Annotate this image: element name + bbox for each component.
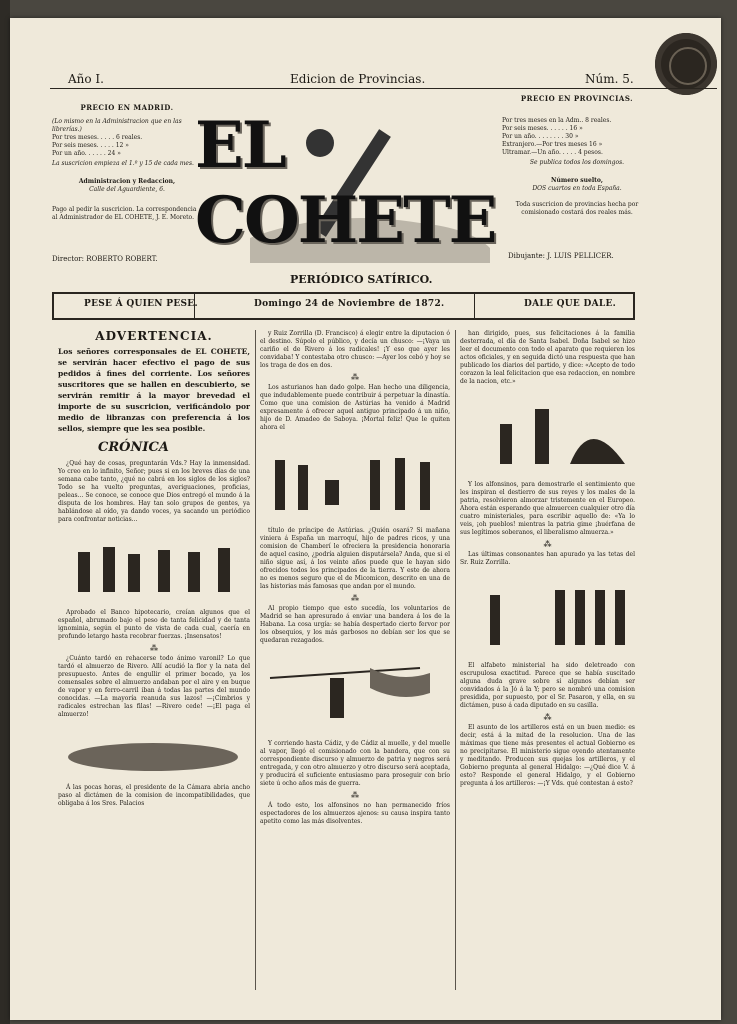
col2-paragraph-4: Al propio tiempo que esto sucedía, los voluntarios de Madrid se han apresurado á enviar una bandera á los de la Habana. La cosa urgía: se había despertado cierto fervor por los obsequios, y los más garbosos no debían ser los que se quedaran rezagados. bbox=[260, 605, 450, 644]
edition-label: Edicion de Provincias. bbox=[290, 72, 426, 86]
banner-divider-2 bbox=[474, 294, 475, 318]
col2-paragraph-2: Los asturianos han dado golpe. Han hecho una diligencia, que indudablemente puede contribuir á perpetuar la dinastía. Como que una comision de Astúrias ha venido á Madrid expresamente á ofrecer aquel antiguo principado á un niño, hijo de D. Amadeo de Saboya. ¡Mortal feliz! Que le quiten ahora el bbox=[260, 384, 450, 431]
col2-paragraph-5: Y corriendo hasta Cádiz, y de Cádiz al muelle, y del muelle al vapor, llegó el comisionado con la bandera, que con su correspondiente discurso y almuerzo de patria y negros será entregada, y con otro almuerzo y otro discurso será aceptada, y producirá el suficiente entusiasmo para proseguir con brío siete ú ocho años más de guerra. bbox=[260, 740, 450, 787]
separator-stars: ⁂ bbox=[150, 644, 158, 653]
prov-subscription: Toda suscricion de provincias hecha por comisionado costará dos reales más. bbox=[515, 201, 639, 216]
number-sold-value: DOS cuartos en toda España. bbox=[532, 185, 622, 192]
price-madrid-box bbox=[52, 92, 202, 222]
price-prov-title: PRECIO EN PROVINCIAS. bbox=[520, 94, 634, 103]
masthead-area bbox=[190, 88, 500, 263]
separator-stars: ⁂ bbox=[543, 540, 552, 549]
subscription-note: La suscricion empieza el 1.º y 15 de cada mes. bbox=[52, 160, 194, 167]
column-3 bbox=[460, 330, 635, 792]
col2-paragraph-6: Á todo esto, los alfonsinos no han permanecido fríos espectadores de los almuerzos ajenos: su causa inspira tanto apetito como las más disolventes. bbox=[260, 802, 450, 825]
price-madrid-row: Por seis meses. . . . . 12 » bbox=[52, 142, 129, 149]
payment-note: Pago al pedir la suscricion. La correspondencia al Administrador de EL COHETE, J. E. Moreto. bbox=[52, 206, 197, 221]
banner-left: PESE Á QUIEN PESE. bbox=[84, 299, 198, 309]
col3-paragraph-1: han dirigido, pues, sus felicitaciones á la familia desterrada, el día de Santa Isabel. Doña Isabel se hizo leer el documento con todo el aparato que requieren los actos oficiales, y en seguida dictó una respuesta que han publicado los diarios del partido, y dice: «Acepto de todo corazon la leal felicitacion que esa redaccion, en nombre de la nacion, etc.» bbox=[460, 330, 635, 385]
illustration-asturianos bbox=[260, 440, 450, 520]
col3-paragraph-5: El asunto de los artilleros está en un buen medio: es decir, está á la mitad de la resolucion. Una de las máximas que tiene más presentes el actual Gobierno es no precipitarse. El ministerio sigue oyendo atentamente y meditando. Producen sus quejas los artilleros, y el Gobierno pregunta al general Hidalgo: —¿Qué dice V. á esto? Responde el general Hidalgo, y el Gobierno pregunta á los artilleros: —¡Y Vds. qué contestan á esto? bbox=[460, 724, 635, 787]
director-line: Director: ROBERTO ROBERT. bbox=[52, 255, 158, 263]
book-spine bbox=[0, 0, 10, 1024]
price-provinces-box bbox=[502, 95, 652, 217]
price-madrid-rows bbox=[52, 134, 202, 158]
illustration-banquet bbox=[58, 727, 248, 777]
number-label: Núm. 5. bbox=[585, 72, 634, 86]
library-stamp-icon bbox=[655, 33, 717, 95]
masthead-title: EL COHETE bbox=[195, 108, 496, 258]
advertencia-notice: Los señores corresponsales de EL COHETE, se servirán hacer efectivo el pago de sus pedidos á fines del corriente. Los señores suscritores que se hallen en descubierto, se servirán remitir á la mayor brevedad el importe de su suscricion, verificándolo por medio de libranzas con preferencia á los sellos, siempre que les sea posible. bbox=[58, 347, 250, 433]
price-prov-row: Ultramar.—Un año. . . . . 4 pesos. bbox=[502, 149, 603, 156]
advertencia-heading: ADVERTENCIA. bbox=[95, 329, 213, 343]
price-prov-row: Por tres meses en la Adm.. 8 reales. bbox=[502, 117, 612, 124]
col3-paragraph-2: Y los alfonsinos, para demostrarle el sentimiento que les inspiran el destierro de sus reyes y los males de la patria, resolvieron almorzar tristemente en el Europeo. Ahora están esperando que almuercen cualquier otro día cuatro ministeriales, para escribir aquello de: «Ya lo veis, ¡oh pueblos! mientras la patria gime ¡huérfana de sus legítimos soberanos, el liberalismo almuerza.» bbox=[460, 481, 635, 536]
illustration-flag-runner bbox=[260, 653, 450, 733]
year-label: Año I. bbox=[68, 72, 104, 86]
price-prov-row: Extranjero.—Por tres meses 16 » bbox=[502, 141, 603, 148]
column-1 bbox=[58, 330, 250, 812]
column-rule-2 bbox=[455, 330, 456, 990]
admin-title: Administracion y Redaccion, bbox=[78, 178, 176, 185]
separator-stars: ⁂ bbox=[543, 713, 552, 722]
illustration-crowd bbox=[58, 532, 248, 602]
number-sold-title: Número suelto, bbox=[551, 177, 603, 184]
price-madrid-note: (Lo mismo en la Administracion que en las librerías.) bbox=[52, 118, 182, 133]
cronica-paragraph-3: ¿Cuánto tardó en rehacerse todo ánimo varonil? Lo que tardó el almuerzo de Rivero. Allí acudió la flor y la nata del presupuesto. Antes de engullir el primer bocado, ya los comensales sobre el almuerzo andaban por el aire y en buque de vapor y en ferro-carril iban á todas las partes del mundo conocidas. —La mayoría reanuda sus lazos! —¡Cimbrios y radicales estrechan las filas! —Rivero cede! —¡El paga el almuerzo! bbox=[58, 655, 250, 718]
price-prov-rows bbox=[502, 117, 652, 157]
separator-stars: ⁂ bbox=[351, 373, 359, 382]
col3-paragraph-4: El alfabeto ministerial ha sido deletreado con escrupulosa exactitud. Parece que se había suscitado alguna duda grave sobre si algunos debían ser convidados á la Jó á la Y; pero se nombró una comision presidida, por supuesto, por el Sr. Pasaron, y ella, en su dictámen, puso á cada diputado en su casilla. bbox=[460, 662, 635, 709]
prov-note: Se publica todos los domingos. bbox=[529, 159, 625, 166]
separator-stars: ⁂ bbox=[351, 791, 359, 800]
banner-date: Domingo 24 de Noviembre de 1872. bbox=[254, 299, 445, 309]
cronica-heading: CRÓNICA bbox=[98, 440, 169, 455]
illustration-royal-family bbox=[460, 394, 635, 474]
periodical-subtitle: PERIÓDICO SATÍRICO. bbox=[290, 273, 433, 286]
column-rule-1 bbox=[255, 330, 256, 990]
price-prov-row: Por seis meses. . . . . . 16 » bbox=[502, 125, 583, 132]
column-2 bbox=[260, 330, 450, 830]
separator-stars: ⁂ bbox=[351, 594, 359, 603]
price-madrid-row: Por tres meses. . . . . 6 reales. bbox=[52, 134, 143, 141]
date-banner bbox=[52, 292, 635, 320]
cronica-paragraph-1: ¿Qué hay de cosas, preguntarán Vds.? Hay la inmensidad. Yo creo en lo infinito, Señor; pues si en los breves días de una semana cabe tanto, ¿qué no cabrá en los siglos de los siglos? Todo se ha vuelto preguntas, averiguaciones, proficias, peleas... Se conoce, se conoce que Dios entregó el mundo á la disputa de los hombres. Hay tan solo grupos de gentes, ya hablándose al oído, ya dando voces, ya sacando un periódico para confrontar noticias... bbox=[58, 460, 250, 523]
banner-divider-1 bbox=[194, 294, 195, 318]
price-madrid-title: PRECIO EN MADRID. bbox=[80, 103, 174, 112]
price-madrid-row: Por un año. . . . . . 24 » bbox=[52, 150, 121, 157]
admin-address: Calle del Aguardiente, 6. bbox=[89, 186, 165, 193]
col2-paragraph-3: título de príncipe de Astúrias. ¿Quién osará? Si mañana viniera á España un marroquí, hijo de padres ricos, y una comision de Chamberí le ofreciera la presidencia honoraria de aquel casino, ¿podría alguien disputársela? Anda, que si el niño sigue así, á los veinte años puede que le hayan sido ofrecidos todos los principados de la tierra. Y este de ahora no es menos seguro que el de Micomicon, descrito en una de las historias más famosas que andan por el mundo. bbox=[260, 527, 450, 590]
cronica-paragraph-4: Á las pocas horas, el presidente de la Cámara abria ancho paso al dictámen de la comision de incompatibilidades, que obligaba á los Sres. Palacios bbox=[58, 784, 250, 807]
banner-right: DALE QUE DALE. bbox=[524, 299, 617, 309]
price-prov-row: Por un año. . . . . . . . 30 » bbox=[502, 133, 579, 140]
illustration-alphabet bbox=[460, 575, 635, 655]
cronica-paragraph-2: Aprobado el Banco hipotecario, creían algunos que el español, abrumado bajo el peso de tanta felicidad y de tanta ignominia, según el punto de vista de cada cual, caería en profundo letargo hasta recobrar fuerzas. ¡Insensatos! bbox=[58, 609, 250, 640]
col2-paragraph-1: y Ruiz Zorrilla (D. Francisco) á elegir entre la diputacion ó el destino. Súpolo el público, y decía un chusco: —¡Vaya un cariño el de Rivero á los radicales! ¡Y eso que ayer les convidaba! Y contestaba otro chusco: —Ayer los cebó y hoy se los traga de dos en dos. bbox=[260, 330, 450, 369]
dibujante-line: Dibujante: J. LUIS PELLICER. bbox=[508, 252, 614, 260]
col3-paragraph-3: Las últimas consonantes han apurado ya las tetas del Sr. Ruiz Zorrilla. bbox=[460, 551, 635, 566]
